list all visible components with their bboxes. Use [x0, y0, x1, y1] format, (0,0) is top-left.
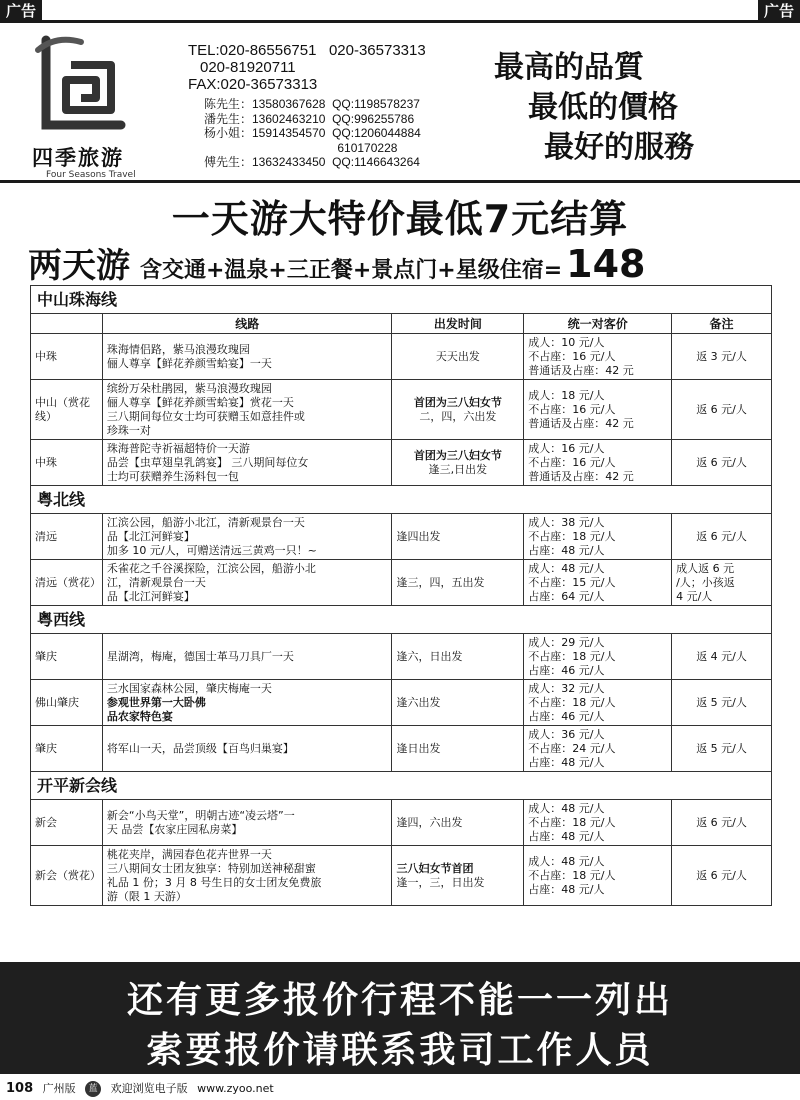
cell-line: 士均可获赠养生汤料包一包: [106, 469, 239, 483]
destination-cell: 新会: [31, 800, 103, 846]
cell-line: 新会“小鸟天堂”，明朝古迹“凌云塔”一: [106, 808, 295, 822]
section-title: 开平新会线: [31, 772, 772, 800]
cell-line: 逢三，四，五出发: [396, 575, 485, 589]
cell-line: 逢六，日出发: [396, 649, 463, 663]
route-cell: [102, 334, 392, 380]
cell-line: 返 4 元/人: [696, 649, 747, 663]
cell-line: 加多 10 元/人，可赠送清远三黄鸡一只！~: [106, 543, 317, 557]
note-cell: [672, 680, 772, 726]
price-cell: [524, 800, 672, 846]
contact-person: 傅先生：13632433450 QQ:1146643264: [204, 155, 420, 169]
section-title: 粤北线: [31, 486, 772, 514]
cell-line: 珠海情侣路，紫马浪漫玫瑰园: [106, 342, 250, 356]
footer-line-1: 还有更多报价行程不能一一列出: [126, 980, 673, 1021]
cell-line: 普通话及占座：42 元: [528, 363, 634, 377]
cell-line: 不占座：18 元/人: [528, 695, 616, 709]
cell-line: 成人：48 元/人: [528, 854, 605, 868]
slogan: [494, 48, 694, 168]
cell-line: 普通话及占座：42 元: [528, 469, 634, 483]
contact-person: 610170228: [204, 140, 398, 155]
cell-line: 逢日出发: [396, 741, 441, 755]
cell-line: 返 3 元/人: [696, 349, 747, 363]
price-cell: [524, 380, 672, 440]
destination-cell: 清远: [31, 514, 103, 560]
departure-cell: [392, 846, 524, 906]
headline-two-day-title: 两天游: [28, 246, 130, 286]
note-cell: [672, 634, 772, 680]
header-note: 备注: [672, 314, 772, 334]
table-row: [31, 334, 772, 380]
cell-line: 不占座：18 元/人: [528, 529, 616, 543]
section-title: 中山珠海线: [31, 286, 772, 314]
departure-cell: [392, 800, 524, 846]
cell-line: 礼品 1 份；3 月 8 号生日的女士团友免费旅: [106, 875, 322, 889]
route-cell: [102, 560, 392, 606]
route-cell: [102, 846, 392, 906]
cell-line: 三八期间每位女士均可获赠玉如意挂件或: [106, 409, 305, 423]
headline-two-day: [28, 238, 646, 287]
section-header: [31, 772, 772, 800]
table-row: [31, 680, 772, 726]
note-cell: [672, 846, 772, 906]
price-cell: [524, 680, 672, 726]
note-cell: [672, 380, 772, 440]
table-row: [31, 800, 772, 846]
cell-line: 俪人尊享【鲜花养颜雪蛤宴】一天: [106, 356, 272, 370]
cell-line: 占座：48 元/人: [528, 882, 605, 896]
cell-line: 不占座：24 元/人: [528, 741, 616, 755]
headline-two-day-includes: 含交通+温泉+三正餐+景点门+星级住宿=: [140, 258, 563, 283]
cell-line: 桃花夹岸，满园春色花卉世界一天: [106, 847, 272, 861]
table-header-row: [31, 314, 772, 334]
cell-line: 不占座：18 元/人: [528, 649, 616, 663]
cell-line: 三八期间女士团友独享：特别加送神秘甜蜜: [106, 861, 316, 875]
cell-line: 不占座：18 元/人: [528, 868, 616, 882]
destination-cell: 肇庆: [31, 726, 103, 772]
price-cell: [524, 560, 672, 606]
price-cell: [524, 726, 672, 772]
company-logo: [14, 30, 164, 180]
website-link[interactable]: www.zyoo.net: [197, 1082, 274, 1095]
cell-line: 首团为三八妇女节: [413, 395, 502, 409]
cell-line: 成人：10 元/人: [528, 335, 605, 349]
cell-line: 将军山一天，品尝顶级【百鸟归巢宴】: [106, 741, 294, 755]
section-header: [31, 286, 772, 314]
cell-line: 返 6 元/人: [696, 868, 747, 882]
cell-line: 成人返 6 元: [676, 561, 735, 575]
note-cell: [672, 440, 772, 486]
logo-english-name: Four Seasons Travel: [46, 170, 136, 180]
cell-line: 占座：48 元/人: [528, 755, 605, 769]
ad-label-left: 广告: [0, 0, 42, 22]
logo-chinese-name: 四季旅游: [32, 145, 124, 170]
contact-person: 陈先生：13580367628 QQ:1198578237: [204, 97, 420, 111]
footer-line-2: 索要报价请联系我司工作人员: [146, 1030, 654, 1071]
destination-cell: 肇庆: [31, 634, 103, 680]
slogan-line: 最高的品質: [494, 50, 644, 85]
cell-line: 成人：16 元/人: [528, 441, 605, 455]
cell-line: 逢四出发: [396, 529, 441, 543]
edition-label: 广州版: [42, 1082, 76, 1095]
header-route: 线路: [102, 314, 392, 334]
section-title: 粤西线: [31, 606, 772, 634]
contact-person: 杨小姐：15914354570 QQ:1206044884: [204, 126, 421, 140]
table-row: [31, 726, 772, 772]
cell-line: 成人：36 元/人: [528, 727, 605, 741]
cell-line: 不占座：15 元/人: [528, 575, 616, 589]
contact-person: 潘先生：13602463210 QQ:996255786: [204, 111, 415, 126]
cell-line: 首团为三八妇女节: [413, 448, 502, 462]
cell-line: 返 5 元/人: [696, 741, 747, 755]
page-bar-text: 欢迎浏览电子版: [110, 1082, 188, 1095]
table-row: [31, 514, 772, 560]
price-cell: [524, 846, 672, 906]
route-cell: [102, 726, 392, 772]
destination-cell: 清远（赏花）: [31, 560, 103, 606]
cell-line: 江，清新观景台一天: [106, 575, 206, 589]
departure-cell: [392, 514, 524, 560]
cell-line: 4 元/人: [676, 589, 713, 603]
departure-cell: [392, 380, 524, 440]
cell-line: 品农家特色宴: [106, 709, 173, 723]
price-cell: [524, 514, 672, 560]
route-cell: [102, 440, 392, 486]
destination-cell: 中珠: [31, 334, 103, 380]
slogan-line: 最好的服務: [544, 130, 694, 165]
cell-line: /人；小孩返: [676, 575, 735, 589]
header-price: 统一对客价: [524, 314, 672, 334]
note-cell: [672, 514, 772, 560]
cell-line: 游（限 1 天游）: [106, 889, 187, 903]
section-header: [31, 606, 772, 634]
departure-cell: [392, 560, 524, 606]
note-cell: [672, 800, 772, 846]
cell-line: 江滨公园，船游小北江，清新观景台一天: [106, 515, 305, 529]
departure-cell: [392, 680, 524, 726]
cell-line: 品尝【虫草翅皇乳鸽宴】 三八期间每位女: [106, 455, 309, 469]
price-table: [30, 285, 772, 906]
route-cell: [102, 634, 392, 680]
note-cell: [672, 560, 772, 606]
route-cell: [102, 514, 392, 560]
edition-badge-icon: 蓝: [85, 1081, 101, 1097]
cell-line: 参观世界第一大卧佛: [106, 695, 206, 709]
route-cell: [102, 800, 392, 846]
route-cell: [102, 380, 392, 440]
tel-line-2: 020-81920711: [200, 59, 296, 76]
fax-line: FAX:020-36573313: [188, 76, 318, 93]
logo-mark-icon: [26, 30, 136, 135]
cell-line: 逢六出发: [396, 695, 441, 709]
cell-line: 不占座：18 元/人: [528, 815, 616, 829]
destination-cell: 中山（赏花线）: [31, 380, 103, 440]
contact-people: [204, 97, 421, 170]
price-cell: [524, 634, 672, 680]
cell-line: 三水国家森林公园，肇庆梅庵一天: [106, 681, 272, 695]
cell-line: 成人：18 元/人: [528, 388, 605, 402]
cell-line: 成人：48 元/人: [528, 801, 605, 815]
destination-cell: 新会（赏花）: [31, 846, 103, 906]
note-cell: [672, 334, 772, 380]
cell-line: 逢四，六出发: [396, 815, 463, 829]
cell-line: 占座：64 元/人: [528, 589, 605, 603]
slogan-line: 最低的價格: [528, 90, 678, 125]
page-number: 108: [6, 1081, 34, 1096]
price-cell: [524, 334, 672, 380]
table-row: [31, 560, 772, 606]
cell-line: 不占座：16 元/人: [528, 455, 616, 469]
destination-cell: 中珠: [31, 440, 103, 486]
header-departure: 出发时间: [392, 314, 524, 334]
cell-line: 珍珠一对: [106, 423, 151, 437]
cell-line: 占座：46 元/人: [528, 663, 605, 677]
price-table-body: [31, 286, 772, 906]
cell-line: 品【北江河鲜宴】: [106, 529, 195, 543]
cell-line: 禾雀花之千谷溪探险，江滨公园，船游小北: [106, 561, 316, 575]
cell-line: 不占座：16 元/人: [528, 402, 616, 416]
cell-line: 逢一，三，日出发: [396, 875, 485, 889]
cell-line: 成人：38 元/人: [528, 515, 605, 529]
cell-line: 天 品尝【农家庄园私房菜】: [106, 822, 243, 836]
headline-one-day: 一天游大特价最低7元结算: [171, 197, 629, 241]
cell-line: 俪人尊享【鲜花养颜雪蛤宴】赏花一天: [106, 395, 294, 409]
table-row: [31, 440, 772, 486]
cell-line: 缤纷万朵杜鹃园，紫马浪漫玫瑰园: [106, 381, 272, 395]
departure-cell: [392, 726, 524, 772]
cell-line: 不占座：16 元/人: [528, 349, 616, 363]
cell-line: 星湖湾，梅庵，德国士革马刀具厂一天: [106, 649, 294, 663]
tel-line-1: TEL:020-86556751 020-36573313: [188, 42, 426, 59]
cell-line: 返 6 元/人: [696, 529, 747, 543]
ad-label-right: 广告: [758, 0, 800, 22]
departure-cell: [392, 440, 524, 486]
route-cell: [102, 680, 392, 726]
header-rule: [0, 180, 800, 183]
cell-line: 二，四，六出发: [419, 409, 497, 423]
departure-cell: [392, 634, 524, 680]
table-row: [31, 846, 772, 906]
cell-line: 返 6 元/人: [696, 402, 747, 416]
cell-line: 占座：48 元/人: [528, 829, 605, 843]
table-row: [31, 380, 772, 440]
cell-line: 三八妇女节首团: [396, 861, 474, 875]
cell-line: 占座：46 元/人: [528, 709, 605, 723]
table-row: [31, 634, 772, 680]
note-cell: [672, 726, 772, 772]
cell-line: 成人：29 元/人: [528, 635, 605, 649]
cell-line: 成人：48 元/人: [528, 561, 605, 575]
section-header: [31, 486, 772, 514]
departure-cell: [392, 334, 524, 380]
top-rule: [0, 20, 800, 23]
page-bar: [0, 1078, 800, 1100]
cell-line: 占座：48 元/人: [528, 543, 605, 557]
cell-line: 天天出发: [435, 349, 480, 363]
header-destination: [31, 314, 103, 334]
cell-line: 珠海普陀寺祈福超特价一天游: [106, 441, 250, 455]
cell-line: 返 6 元/人: [696, 815, 747, 829]
price-cell: [524, 440, 672, 486]
cell-line: 成人：32 元/人: [528, 681, 605, 695]
cell-line: 返 6 元/人: [696, 455, 747, 469]
cell-line: 返 5 元/人: [696, 695, 747, 709]
cell-line: 品【北江河鲜宴】: [106, 589, 195, 603]
destination-cell: 佛山肇庆: [31, 680, 103, 726]
cell-line: 逢三,日出发: [428, 462, 488, 476]
headline-two-day-price: 148: [566, 242, 646, 286]
cell-line: 普通话及占座：42 元: [528, 416, 634, 430]
